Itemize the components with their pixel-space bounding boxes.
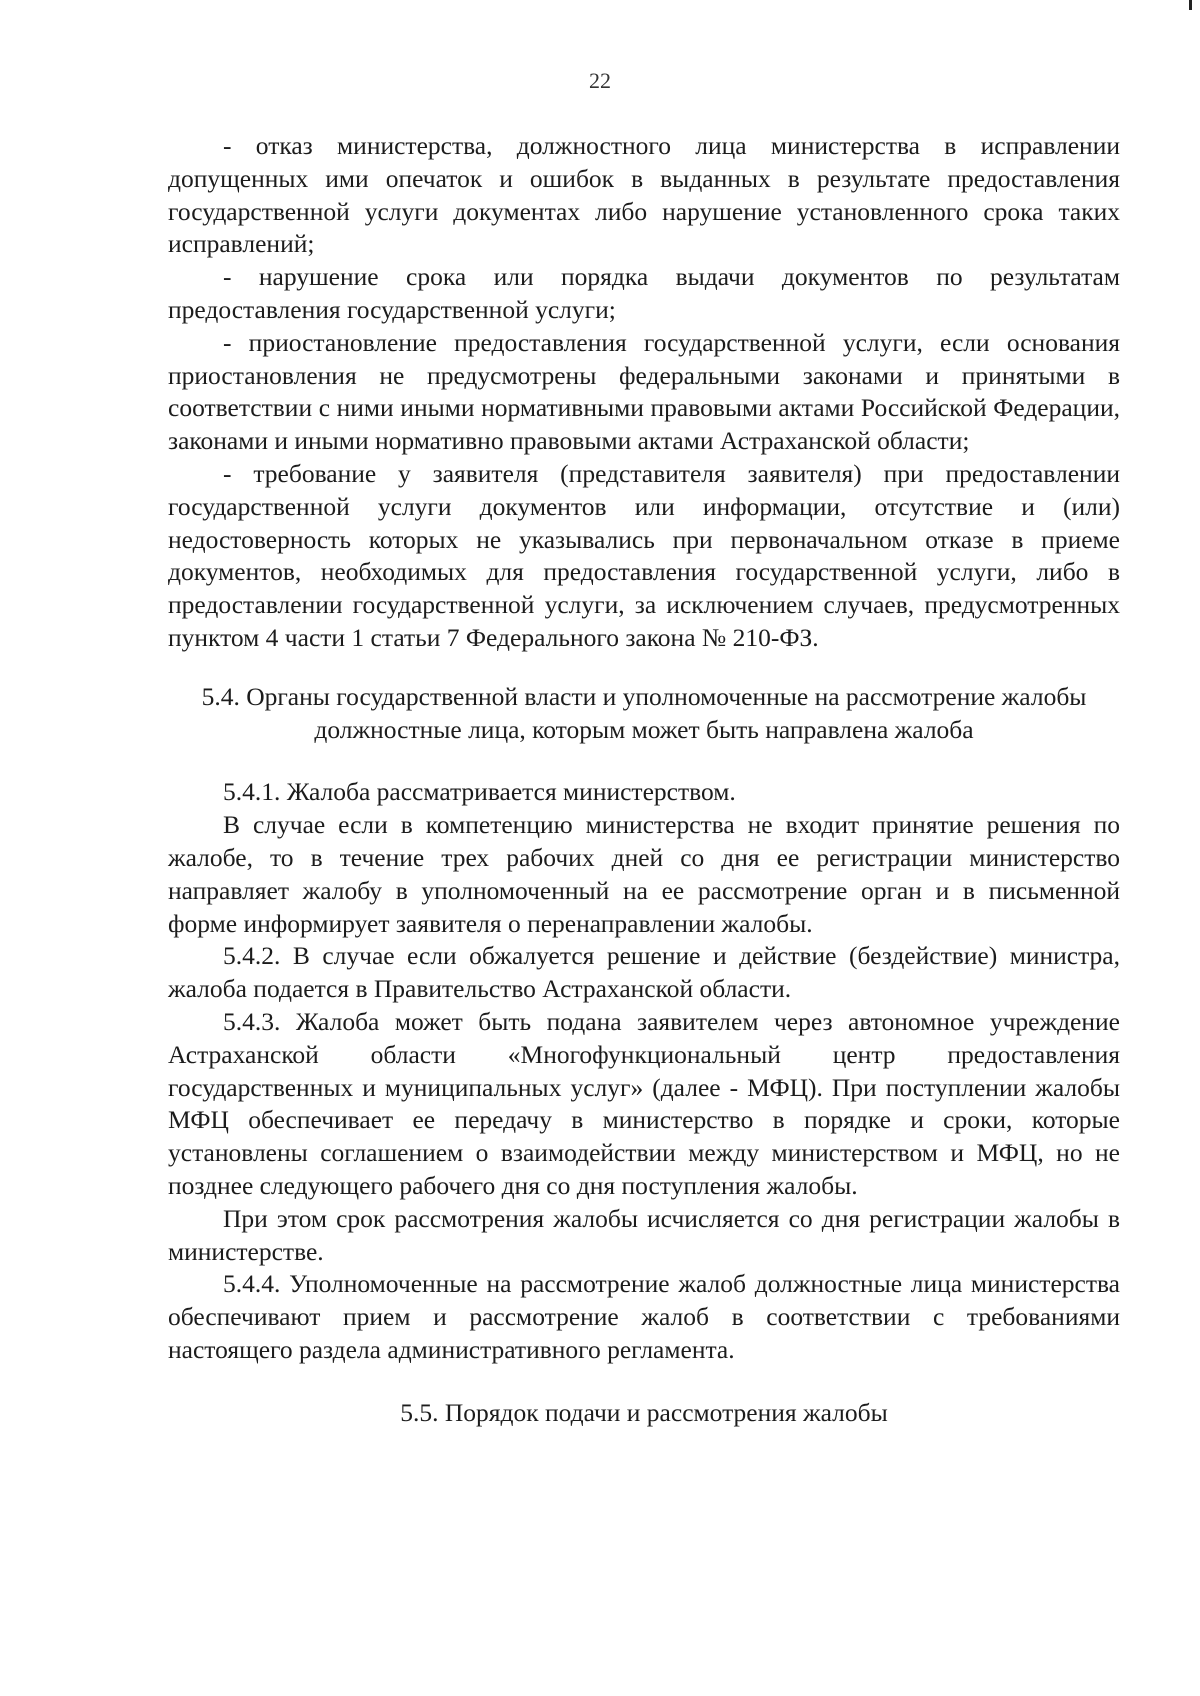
paragraph-review-term: При этом срок рассмотрения жалобы исчисляется со дня регистрации жалобы в министерстве.: [168, 1203, 1120, 1266]
page-number: 22: [589, 68, 611, 93]
spacer: [168, 746, 1120, 776]
paragraph-5-4-3: 5.4.3. Жалоба может быть подана заявителем через автономное учреждение Астраханской области «Многофункциональный центр предоставления государственных и муниципальных услуг» (далее - МФЦ). При поступлении жалобы МФЦ обеспечивает ее передачу в министерство в порядке и сроки, которые установлены соглашением о взаимодействии между министерством и МФЦ, но не позднее следующего рабочего дня со дня поступления жалобы.: [168, 1006, 1120, 1200]
section-heading-5-4: 5.4. Органы государственной власти и уполномоченные на рассмотрение жалобы должностные лица, которым может быть направлена жалоба: [201, 681, 1087, 744]
paragraph-refusal-corrections: - отказ министерства, должностного лица министерства в исправлении допущенных ими опечаток и ошибок в выданных в результате предоставления государственной услуги документах либо нарушение установленного срока таких исправлений;: [168, 131, 1120, 259]
scan-edge-mark: [1189, 0, 1192, 10]
document-body: [168, 130, 1120, 1429]
paragraph-competence: В случае если в компетенцию министерства не входит принятие решения по жалобе, то в течение трех рабочих дней со дня ее регистрации министерство направляет жалобу в уполномоченный на ее рассмотрение орган и в письменной форме информирует заявителя о перенаправлении жалобы.: [168, 810, 1120, 938]
paragraph-5-4-1: 5.4.1. Жалоба рассматривается министерством.: [223, 777, 736, 807]
paragraph-document-requirement: - требование у заявителя (представителя заявителя) при предоставлении государственной услуги документов или информации, отсутствие и (или) недостоверность которых не указывались при первоначальном отказе в приеме документов, необходимых для предоставления государственной услуги, либо в предоставлении государственной услуги, за исключением случаев, предусмотренных пунктом 4 части 1 статьи 7 Федерального закона № 210-ФЗ.: [168, 458, 1120, 652]
paragraph-suspension: - приостановление предоставления государственной услуги, если основания приостановления не предусмотрены федеральными законами и принятыми в соответствии с ними иными нормативными правовыми актами Российской Федерации, законами и иными нормативно правовыми актами Астраханской области;: [168, 327, 1120, 456]
paragraph-deadline-violation: - нарушение срока или порядка выдачи документов по результатам предоставления государственной услуги;: [168, 262, 1120, 324]
spacer: [168, 655, 1120, 681]
paragraph-5-4-4: 5.4.4. Уполномоченные на рассмотрение жалоб должностные лица министерства обеспечивают прием и рассмотрение жалоб в соответствии с требованиями настоящего раздела административного регламента.: [168, 1269, 1120, 1364]
paragraph-5-4-2: 5.4.2. В случае если обжалуется решение и действие (бездействие) министра, жалоба подается в Правительство Астраханской области.: [168, 941, 1120, 1004]
spacer: [168, 1367, 1120, 1397]
section-heading-5-5: 5.5. Порядок подачи и рассмотрения жалобы: [400, 1397, 888, 1427]
